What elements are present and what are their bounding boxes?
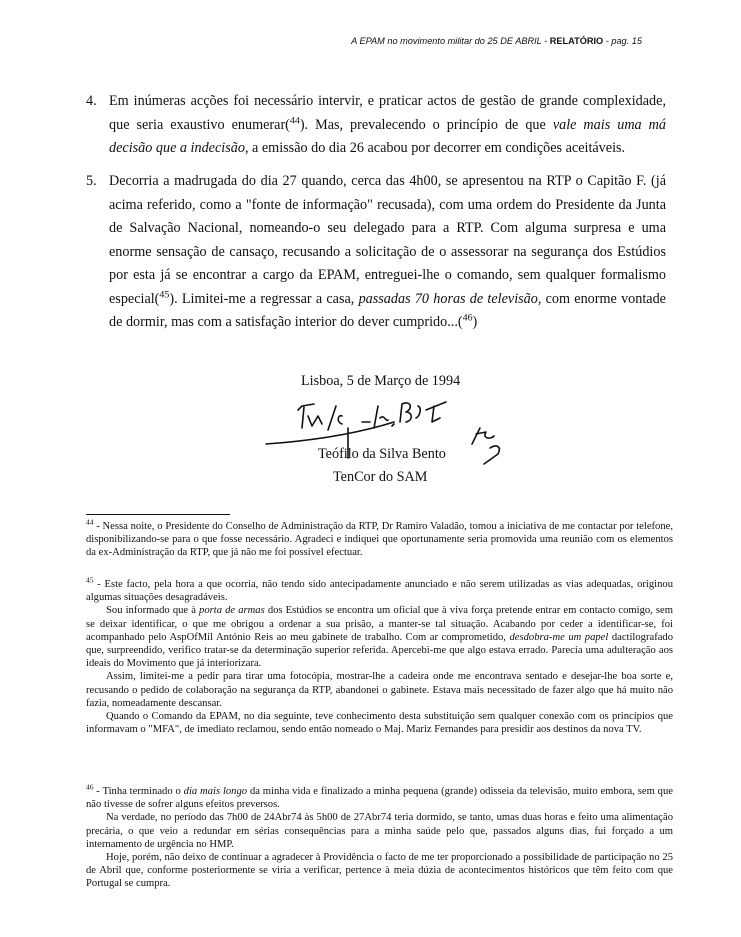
- text-run: da minha vida e finalizado a minha pequena (grande) odisseia da televisão, muito embora, sem que não tivesse de sofrer alguns efeitos preversos.: [86, 786, 673, 811]
- footnote-paragraph: Assim, limitei-me a pedir para tirar uma fotocópia, mostrar-lhe a cadeira onde me encontrava sentado e desejar-lhe boa sorte e, recusando o pedido de colaboração na segurança da RTP, abandonei o gabinete. Estava mais necessitado de fazer algo que há muito não fazia, nomeadamente descansar.: [86, 671, 673, 709]
- text-run: - Tinha terminado o: [93, 786, 184, 797]
- text-run: Sou informado que à: [106, 605, 200, 617]
- paragraph-text: [109, 90, 666, 161]
- footnote-46: [86, 782, 673, 891]
- footnote-45: [86, 575, 674, 736]
- footnote-ref: 45: [159, 288, 170, 300]
- text-run: , a emissão do dia 26 acabou por decorrer em condições aceitáveis.: [244, 140, 626, 156]
- paragraph-4: [86, 90, 666, 161]
- emphasis: vale mais uma má decisão que a indecisão: [109, 116, 666, 156]
- handwritten-signature: [262, 388, 537, 478]
- signature-rank: TenCor do SAM: [333, 469, 428, 485]
- text-run: ). Mas, prevalecendo o princípio de que: [299, 116, 553, 133]
- footnote-ref: 46: [462, 312, 473, 324]
- footnote-paragraph: [86, 604, 673, 670]
- emphasis: dia mais longo: [183, 786, 248, 797]
- paragraph-5: [86, 170, 666, 335]
- header-page-number: - pag. 15: [603, 36, 642, 46]
- text-run: ). Limitei-me a regressar a casa,: [169, 290, 359, 307]
- footnote-number: 45: [86, 575, 94, 585]
- text-run: dactilografado que, surpreendido, verifico tratar-se da determinação superior referida. Apercebi-me que algo estava errado. Parecia uma adulteração aos ideais do Movimento que já interiorizara.: [86, 631, 674, 670]
- paragraph-number: 5.: [86, 173, 97, 189]
- footnote-number: 46: [86, 782, 94, 792]
- footnote-44: [86, 517, 673, 560]
- page-header: [0, 36, 642, 46]
- footnote-text: - Nessa noite, o Presidente do Conselho de Administração da RTP, Dr Ramiro Valadão, tomou a iniciativa de me contactar por telefone, disponibilizando-se para o que fosse necessário. Agradeci e indiquei que oportunamente seria promovida uma reunião com os elementos da ex-Administração da RTP, que já não me foi possível efectuar.: [86, 521, 673, 559]
- paragraph-text: [109, 170, 666, 335]
- text-run: Decorria a madrugada do dia 27 quando, cerca das 4h00, se apresentou na RTP o Capitão F. (já acima referido, como a "fonte de informação" recusada), com uma ordem do Presidente da Junta de Salvação Nacional, nomeando-o seu delegado para a RTP. Com alguma surpresa e uma enorme sensação de cansaço, recusando a solicitação de o assessorar na segurança dos Estúdios por esta já se encontrar a cargo da EPAM, entreguei-lhe o comando, sem qualquer formalismo especial(: [109, 173, 666, 307]
- paragraph-number: 4.: [86, 93, 97, 109]
- emphasis: porta de armas: [199, 605, 265, 617]
- footnote-ref: 44: [289, 114, 300, 126]
- footnote-text: - Este facto, pela hora a que ocorria, não tendo sido antecipadamente anunciado e não serem utilizadas as vias adequadas, originou algumas situações desagradáveis.: [86, 579, 673, 604]
- text-run: dos Estúdios se encontra um oficial que à viva força pretende entrar em contacto comigo, sem se deixar identificar, o que me obrigou a ordenar a sua prisão, a manter-se tal situação. Acabando por ceder a identificar-se, foi acompanhado pelo AspOfMil António Reis ao meu gabinete de trabalho. Com ar comprometido,: [86, 605, 673, 643]
- text-run: , com enorme vontade de dormir, mas com a satisfação interior do dever cumprido...(: [109, 290, 666, 330]
- signature-name: Teófilo da Silva Bento: [318, 446, 446, 462]
- footnote-paragraph: Hoje, porém, não deixo de continuar a agradecer à Providência o facto de me ter proporcionado a possibilidade de participação no 25 de Abril que, conforme posteriormente se viria a verificar, pertence à meia dúzia de acontecimentos históricos que têm feito com que Portugal se cumpra.: [86, 852, 673, 890]
- signature-place-date: Lisboa, 5 de Março de 1994: [301, 373, 461, 389]
- emphasis: desdobra-me um papel: [509, 631, 609, 643]
- text-run: Em inúmeras acções foi necessário intervir, e praticar actos de gestão de grande complexidade, que seria exaustivo enumerar(: [109, 93, 666, 133]
- footnote-paragraph: Quando o Comando da EPAM, no dia seguinte, teve conhecimento desta substituição sem qualquer conexão com os princípios que informavam o "MFA", de imediato reclamou, sendo então nomeado o Maj. Mariz Fernandes para presidir aos destinos da nova TV.: [86, 711, 673, 736]
- footnote-paragraph: Na verdade, no período das 7h00 de 24Abr74 às 5h00 de 27Abr74 teria dormido, se tanto, umas duas horas e feito uma alimentação precária, o que veio a redundar em sérias consequências para a minha saúde pelo que, passados alguns dias, fui forçado a um internamento de urgência no HMP.: [86, 812, 673, 850]
- footnote-number: 44: [86, 517, 94, 527]
- footnote-separator: [86, 514, 230, 515]
- emphasis: passadas 70 horas de televisão: [358, 290, 538, 307]
- header-report-label: RELATÓRIO: [549, 36, 604, 46]
- header-title: A EPAM no movimento militar do 25 DE ABRIL -: [351, 36, 550, 46]
- text-run: ): [472, 314, 478, 330]
